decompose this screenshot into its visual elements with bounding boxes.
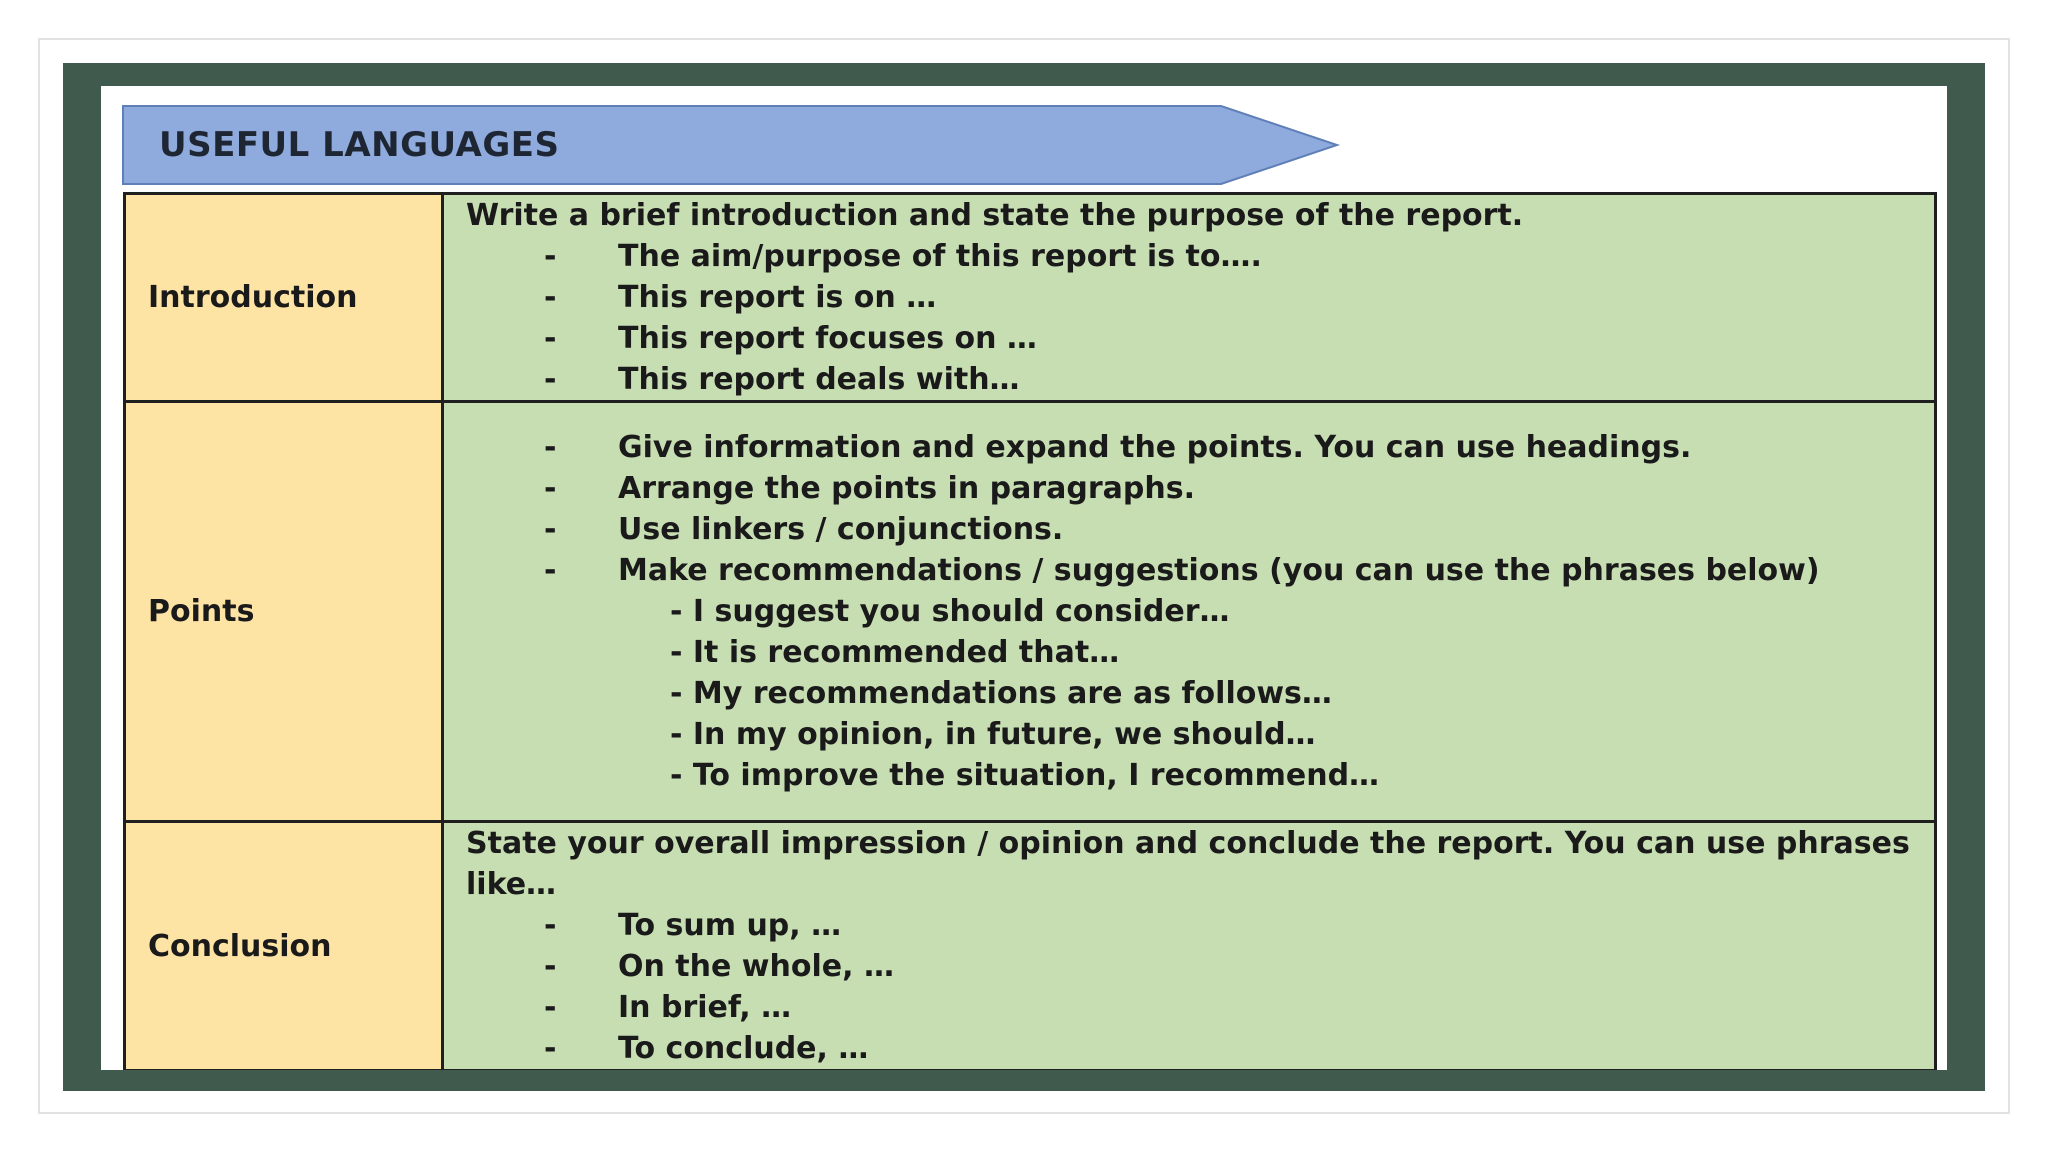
points-item-text: Use linkers / conjunctions. [618,512,1064,547]
introduction-item-text: This report is on … [618,280,937,315]
table-row-introduction [125,194,1936,402]
conclusion-item-text: To sum up, … [618,908,842,943]
list-item [464,509,1914,550]
list-item [464,427,1914,468]
introduction-item-text: This report focuses on … [618,321,1037,356]
conclusion-lead-text: State your overall impression / opinion and conclude the report. You can use phrases like… [466,826,1910,902]
banner-title: USEFUL LANGUAGES [159,125,560,165]
content-cell-introduction [443,194,1936,402]
points-item-text: Make recommendations / suggestions (you can use the phrases below) [618,553,1820,588]
list-item [464,550,1914,591]
dash-marker: - [544,362,557,397]
list-item [464,946,1914,987]
dash-marker: - [544,280,557,315]
recommendation-phrase: - I suggest you should consider… [670,594,1230,629]
label-cell-points [125,402,443,822]
list-item [464,1028,1914,1069]
content-cell-points [443,402,1936,822]
dash-marker: - [544,239,557,274]
dash-marker: - [544,553,557,588]
section-label-introduction: Introduction [148,280,358,315]
list-item [464,359,1914,400]
recommendation-phrase: - To improve the situation, I recommend… [670,758,1380,793]
dash-marker: - [544,949,557,984]
dash-marker: - [544,1031,557,1066]
content-cell-conclusion [443,822,1936,1071]
list-item [464,236,1914,277]
list-item [464,905,1914,946]
section-label-conclusion: Conclusion [148,928,332,964]
dash-marker: - [544,908,557,943]
title-banner [121,104,1341,186]
useful-languages-table [123,192,1937,1070]
conclusion-item-text: To conclude, … [618,1031,869,1066]
recommendation-phrase: - In my opinion, in future, we should… [670,717,1316,752]
conclusion-item-text: On the whole, … [618,949,894,984]
list-item [464,277,1914,318]
points-item-text: Arrange the points in paragraphs. [618,471,1195,506]
list-item [464,987,1914,1028]
introduction-item-text: This report deals with… [618,362,1020,397]
points-item-text: Give information and expand the points. You can use headings. [618,430,1692,465]
conclusion-item-text: In brief, … [618,990,792,1025]
label-cell-conclusion [125,822,443,1071]
introduction-item-text: The aim/purpose of this report is to…. [618,239,1262,274]
list-item [464,468,1914,509]
dash-marker: - [544,990,557,1025]
dash-marker: - [544,512,557,547]
slide [101,86,1947,1070]
dash-marker: - [544,321,557,356]
dash-marker: - [544,471,557,506]
section-label-points: Points [148,594,255,629]
recommendation-phrase: - It is recommended that… [670,635,1120,670]
label-cell-introduction [125,194,443,402]
recommendation-phrase: - My recommendations are as follows… [670,676,1332,711]
list-item [464,318,1914,359]
table-row-conclusion [125,822,1936,1071]
introduction-lead-text: Write a brief introduction and state the purpose of the report. [466,198,1524,233]
table-row-points [125,402,1936,822]
dash-marker: - [544,430,557,465]
